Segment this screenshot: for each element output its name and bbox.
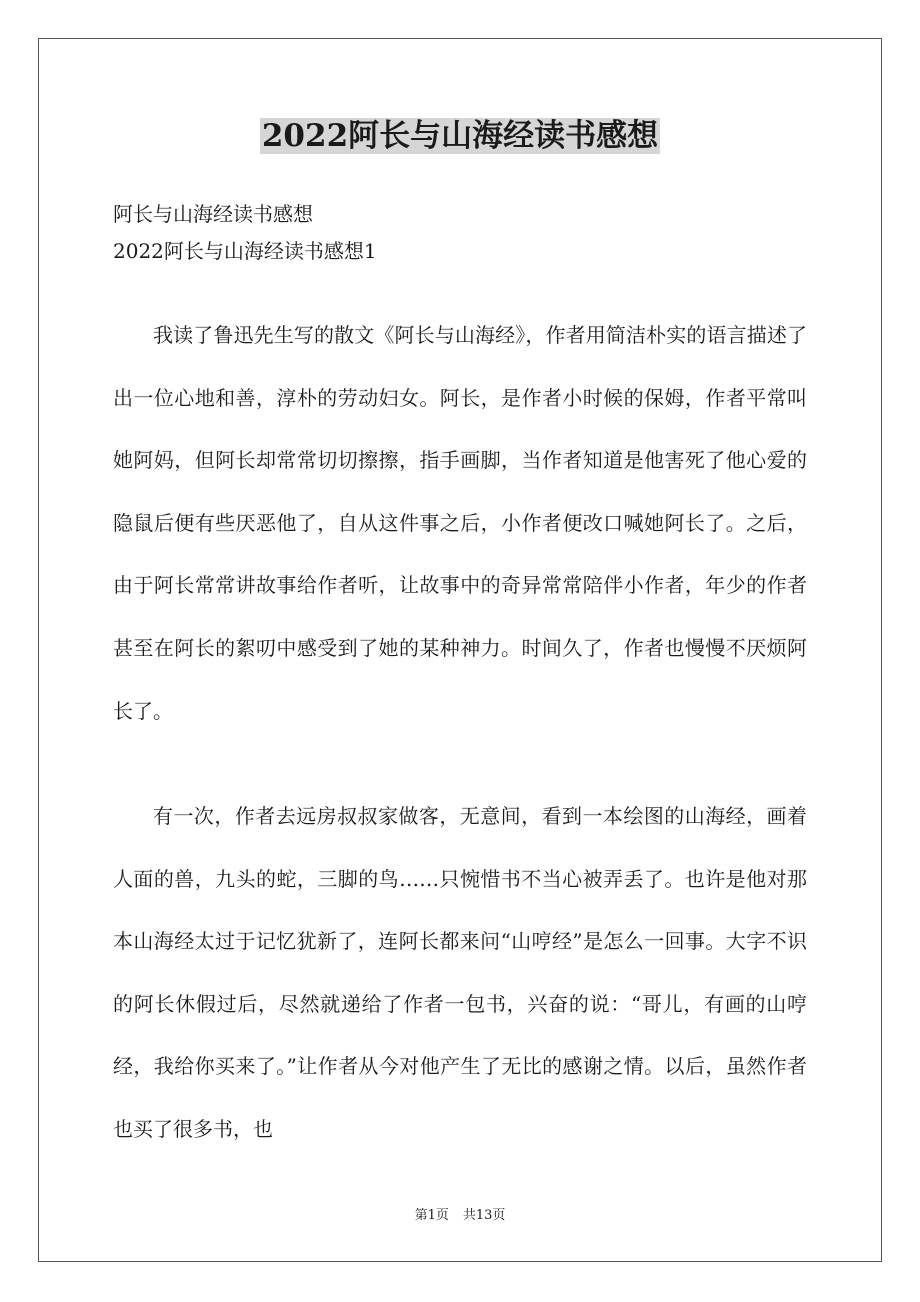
page-number: 第1页	[414, 1208, 449, 1223]
section-heading: 2022阿长与山海经读书感想1	[113, 239, 377, 263]
document-title-text: 2022阿长与山海经读书感想	[261, 118, 659, 154]
paragraph-2: 有一次，作者去远房叔叔家做客，无意间，看到一本绘图的山海经，画着人面的兽，九头的蛇，三脚的鸟……只惋惜书不当心被弄丢了。也许是他对那本山海经太过于记忆犹新了，连阿长都来问“山哼经”是怎么一回事。大字不识的阿长休假过后，尽然就递给了作者一包书，兴奋的说：“哥儿，有画的山哼经，我给你买来了。”让作者从今对他产生了无比的感谢之情。以后，虽然作者也买了很多书，也	[113, 804, 807, 1141]
document-title	[0, 114, 920, 158]
document-subtitle: 阿长与山海经读书感想	[113, 202, 313, 226]
page-total: 共13页	[462, 1208, 506, 1223]
paragraph-1: 我读了鲁迅先生写的散文《阿长与山海经》，作者用简洁朴实的语言描述了出一位心地和善，淳朴的劳动妇女。阿长，是作者小时候的保姆，作者平常叫她阿妈，但阿长却常常切切擦擦，指手画脚，当作者知道是他害死了他心爱的隐鼠后便有些厌恶他了，自从这件事之后，小作者便改口喊她阿长了。之后，由于阿长常常讲故事给作者听，让故事中的奇异常常陪伴小作者，年少的作者甚至在阿长的絮叨中感受到了她的某种神力。时间久了，作者也慢慢不厌烦阿长了。	[113, 323, 807, 723]
page-footer	[0, 1206, 920, 1226]
